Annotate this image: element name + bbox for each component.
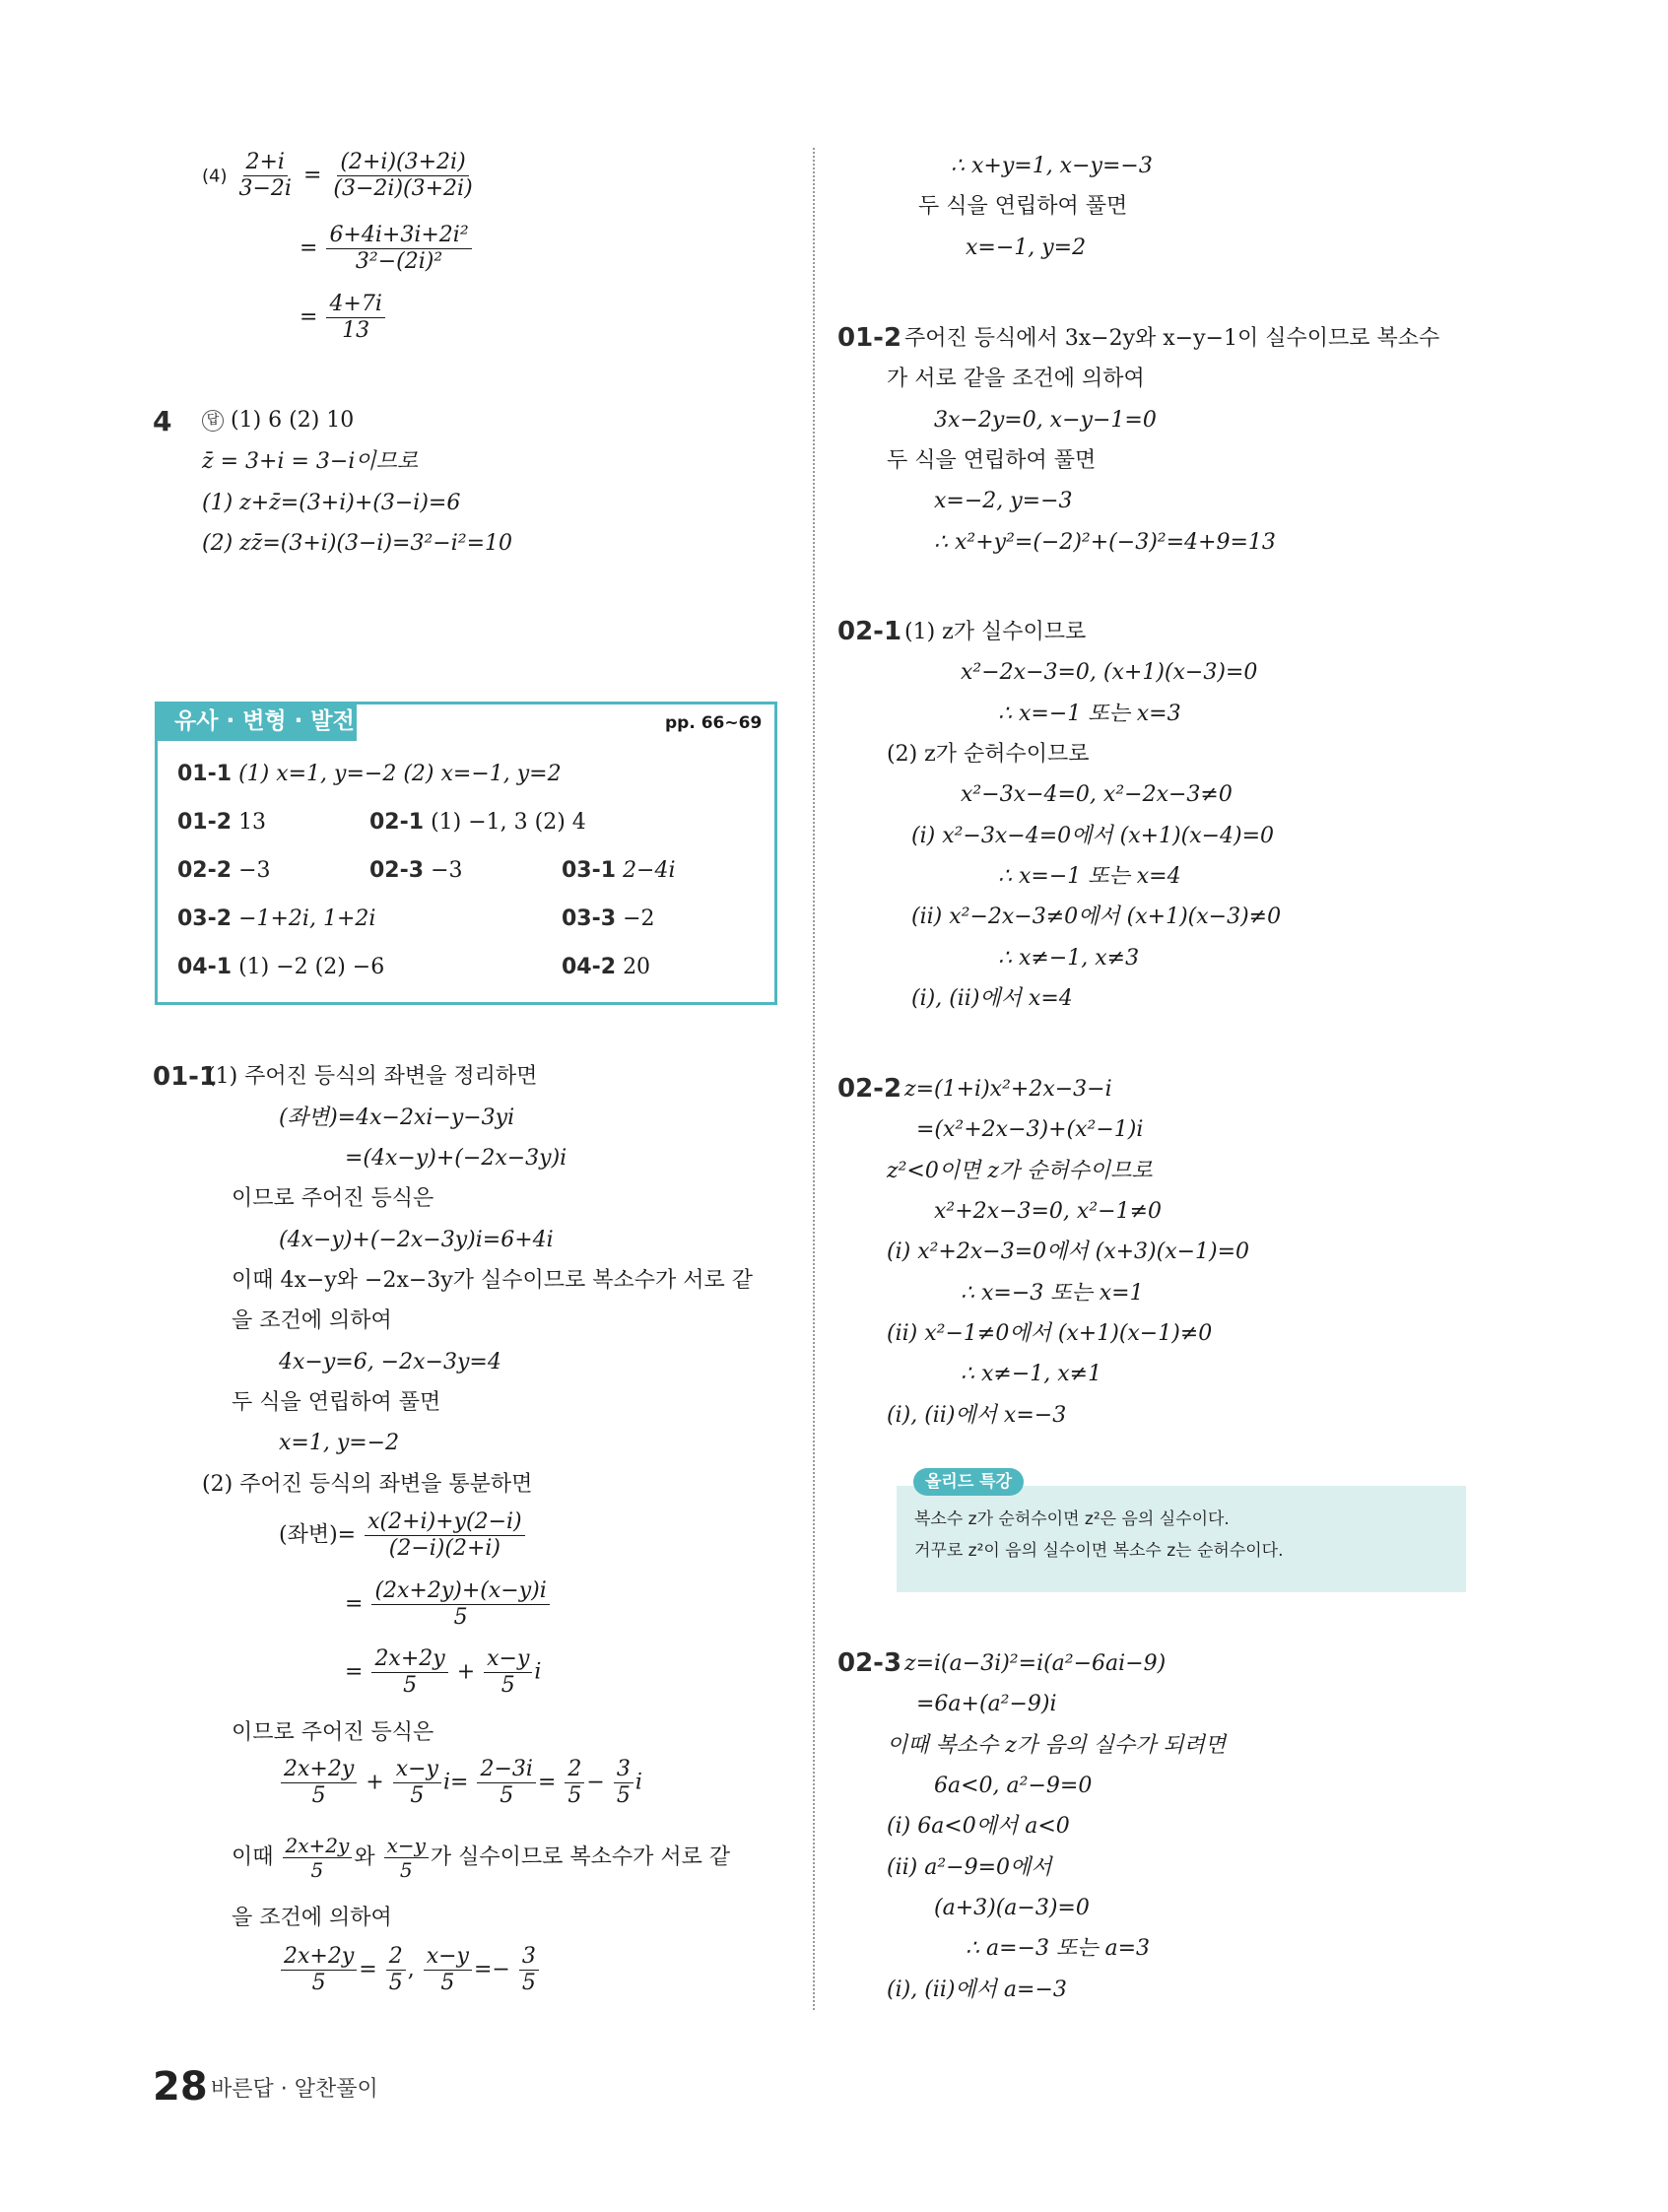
s012-line1: 주어진 등식에서 3x−2y와 x−y−1이 실수이므로 복소수 <box>904 326 1440 351</box>
answer-box-pages: pp. 66~69 <box>665 713 763 733</box>
page-number: 28 <box>153 2064 208 2110</box>
tip-line1: 복소수 z가 순허수이면 z²은 음의 실수이다. <box>914 1509 1230 1529</box>
s021-line1: (1) z가 실수이므로 <box>904 620 1087 644</box>
s022-line8: ∴ x≠−1, x≠1 <box>961 1362 1102 1386</box>
solution-02-3-label: 02-3 <box>837 1648 902 1678</box>
s011-line3: =(4x−y)+(−2x−3y)i <box>345 1146 567 1171</box>
s023-line7: (a+3)(a−3)=0 <box>934 1896 1090 1920</box>
s023-line1: z=i(a−3i)²=i(a²−6ai−9) <box>904 1651 1167 1676</box>
s011-line13: 이때 $\frac{2x+2y}{5}$ 와 $\frac{x-y}{5}$ 가 실수이므로 복소수가 서로 같 <box>232 1834 731 1882</box>
answer-mark-icon: 답 <box>202 410 224 432</box>
s011-line8: 4x−y=6, −2x−3y=4 <box>279 1350 501 1374</box>
s022-line7: (ⅱ) x²−1≠0에서 (x+1)(x−1)≠0 <box>887 1321 1213 1346</box>
s011-line14: 을 조건에 의하여 <box>232 1906 392 1930</box>
q4-line3: (2) zz̄=(3+i)(3−i)=3²−i²=10 <box>202 531 513 556</box>
top-line3: x=−1, y=2 <box>966 235 1087 260</box>
solution-01-2-label: 01-2 <box>837 323 902 353</box>
s023-line3: 이때 복소수 z가 음의 실수가 되려면 <box>887 1733 1227 1758</box>
solution-01-1-label: 01-1 <box>153 1062 218 1092</box>
s023-line4: 6a<0, a²−9=0 <box>934 1774 1093 1798</box>
top-line1: ∴ x+y=1, x−y=−3 <box>951 154 1153 178</box>
s012-line6: ∴ x²+y²=(−2)²+(−3)²=4+9=13 <box>934 530 1276 555</box>
s021-line8: (ⅱ) x²−2x−3≠0에서 (x+1)(x−3)≠0 <box>911 905 1282 929</box>
s023-line9: (ⅰ), (ⅱ)에서 a=−3 <box>887 1977 1067 2002</box>
s021-line5: x²−3x−4=0, x²−2x−3≠0 <box>961 782 1233 807</box>
s011-line11: (2) 주어진 등식의 좌변을 통분하면 <box>202 1472 533 1497</box>
box-row-04-2: 04-2 20 <box>562 955 651 979</box>
s011-frac2: = $\frac{(2x+2y)+(x-y)i}{5}$ <box>345 1580 552 1629</box>
s011-frac1: (좌변)= $\frac{x(2+i)+y(2-i)}{(2-i)(2+i)}$ <box>279 1511 527 1560</box>
box-row-02-1: 02-1 (1) −1, 3 (2) 4 <box>369 810 586 835</box>
box-row-03-2: 03-2 −1+2i, 1+2i <box>177 906 376 931</box>
tip-tag: 올리드 특강 <box>913 1468 1024 1496</box>
s011-line12: 이므로 주어진 등식은 <box>232 1720 434 1745</box>
column-divider <box>813 148 815 2010</box>
s023-line6: (ⅱ) a²−9=0에서 <box>887 1855 1052 1880</box>
q4-line2: (1) z+z̄=(3+i)+(3−i)=6 <box>202 491 461 515</box>
box-row-04-1: 04-1 (1) −2 (2) −6 <box>177 955 385 979</box>
s012-line2: 가 서로 같을 조건에 의하여 <box>887 367 1145 391</box>
s011-line6: 이때 4x−y와 −2x−3y가 실수이므로 복소수가 서로 같 <box>232 1268 753 1293</box>
s011-line1: (1) 주어진 등식의 좌변을 정리하면 <box>207 1064 538 1089</box>
box-row-03-1: 03-1 2−4i <box>562 858 676 883</box>
q4-line1: z̄ = 3+i = 3−i이므로 <box>202 449 419 474</box>
s021-line9: ∴ x≠−1, x≠3 <box>998 946 1140 971</box>
s021-line2: x²−2x−3=0, (x+1)(x−3)=0 <box>961 660 1258 685</box>
s022-line5: (ⅰ) x²+2x−3=0에서 (x+3)(x−1)=0 <box>887 1240 1250 1264</box>
top-line2: 두 식을 연립하여 풀면 <box>918 194 1128 219</box>
s021-line3: ∴ x=−1 또는 x=3 <box>998 702 1181 726</box>
s021-line4: (2) z가 순허수이므로 <box>887 742 1090 767</box>
s011-line4: 이므로 주어진 등식은 <box>232 1186 434 1211</box>
s012-line5: x=−2, y=−3 <box>934 489 1073 513</box>
tip-box <box>897 1486 1466 1592</box>
question-4-answer: 답 (1) 6 (2) 10 <box>202 410 354 432</box>
s011-line5: (4x−y)+(−2x−3y)i=6+4i <box>279 1228 554 1252</box>
page-title: 바른답 · 알찬풀이 <box>211 2077 378 2102</box>
question-4-number: 4 <box>153 405 172 437</box>
s011-frac4: $\frac{2x+2y}{5}$ + $\frac{x-y}{5}$ i= $\frac{2-3i}{5}$ = $\frac{2}{5}$ − $\frac{3}{5}$ i <box>279 1759 642 1807</box>
answer-box-tab: 유사 · 변형 · 발전 <box>155 702 357 741</box>
s011-frac3: = $\frac{2x+2y}{5}$ + $\frac{x-y}{5}$ i <box>345 1646 542 1698</box>
box-row-02-2: 02-2 −3 <box>177 858 271 883</box>
s022-line3: z²<0이면 z가 순허수이므로 <box>887 1159 1153 1183</box>
solution-02-1-label: 02-1 <box>837 617 902 646</box>
part4-fraction-line1: (4) $\frac{2+i}{3-2i}$ = $\frac{(2+i)(3+2i)}{(3-2i)(3+2i)}$ <box>202 150 473 201</box>
s011-line2: (좌변)=4x−2xi−y−3yi <box>279 1106 515 1130</box>
box-row-01-2: 01-2 13 <box>177 810 267 835</box>
s022-line9: (ⅰ), (ⅱ)에서 x=−3 <box>887 1403 1067 1428</box>
tip-line2: 거꾸로 z²이 음의 실수이면 복소수 z는 순허수이다. <box>914 1541 1284 1561</box>
s012-line3: 3x−2y=0, x−y−1=0 <box>934 408 1157 433</box>
part4-fraction-line2: = $\frac{\text{6+4i+3i+2i²}}{\text{3²−(2i)²}}$ <box>300 225 474 273</box>
s021-line10: (ⅰ), (ⅱ)에서 x=4 <box>911 986 1073 1011</box>
s022-line1: z=(1+i)x²+2x−3−i <box>904 1077 1112 1102</box>
s023-line8: ∴ a=−3 또는 a=3 <box>966 1936 1151 1961</box>
s021-line7: ∴ x=−1 또는 x=4 <box>998 864 1181 889</box>
s022-line2: =(x²+2x−3)+(x²−1)i <box>916 1117 1144 1142</box>
s023-line2: =6a+(a²−9)i <box>916 1692 1057 1716</box>
box-row-03-3: 03-3 −2 <box>562 906 655 931</box>
box-row-01-1: 01-1 (1) x=1, y=−2 (2) x=−1, y=2 <box>177 762 562 786</box>
s011-line9: 두 식을 연립하여 풀면 <box>232 1390 441 1415</box>
s023-line5: (ⅰ) 6a<0에서 a<0 <box>887 1814 1070 1839</box>
box-row-02-3: 02-3 −3 <box>369 858 463 883</box>
s022-line6: ∴ x=−3 또는 x=1 <box>961 1281 1144 1306</box>
solution-02-2-label: 02-2 <box>837 1074 902 1104</box>
s011-line10: x=1, y=−2 <box>279 1431 400 1455</box>
s011-frac5: $\frac{2x+2y}{5}$ = $\frac{2}{5}$ , $\frac{x-y}{5}$ =− $\frac{3}{5}$ <box>279 1946 541 1994</box>
s011-line7: 을 조건에 의하여 <box>232 1308 392 1333</box>
s022-line4: x²+2x−3=0, x²−1≠0 <box>934 1199 1162 1224</box>
s021-line6: (ⅰ) x²−3x−4=0에서 (x+1)(x−4)=0 <box>911 824 1275 848</box>
part4-fraction-line3: = $\frac{4+7i}{13}$ <box>300 294 387 342</box>
s012-line4: 두 식을 연립하여 풀면 <box>887 448 1097 473</box>
